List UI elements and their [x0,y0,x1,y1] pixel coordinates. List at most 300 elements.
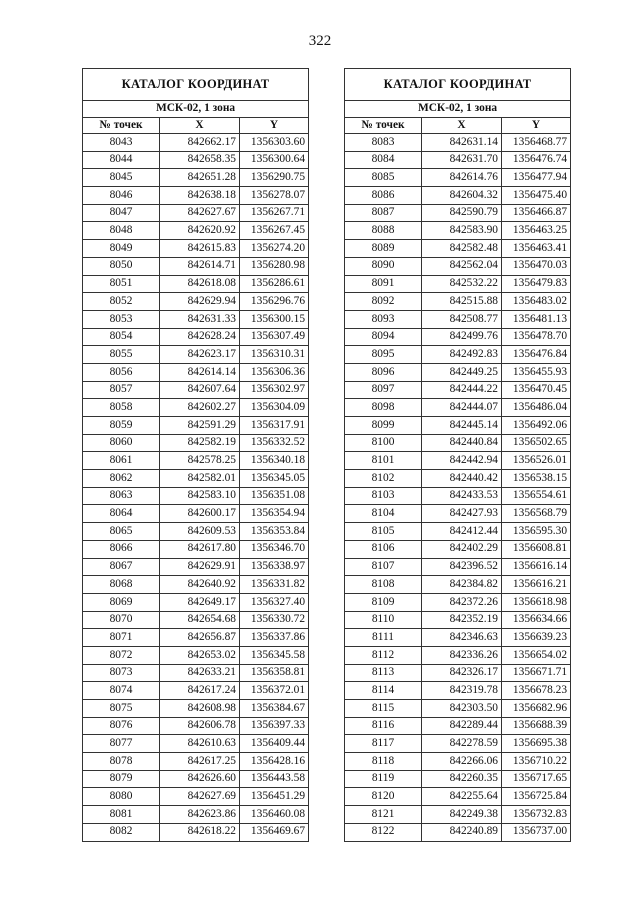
point-number-cell: 8043 [83,134,160,152]
point-number-cell: 8120 [345,788,422,806]
point-number-cell: 8116 [345,717,422,735]
x-coordinate-cell: 842620.92 [160,222,240,240]
x-coordinate-cell: 842278.59 [422,735,502,753]
y-coordinate-cell: 1356492.06 [502,417,571,435]
table-row [345,505,571,523]
point-number-cell: 8051 [83,275,160,293]
y-coordinate-cell: 1356695.38 [502,735,571,753]
point-number-cell: 8092 [345,293,422,311]
x-coordinate-cell: 842623.86 [160,806,240,824]
y-coordinate-cell: 1356286.61 [240,275,309,293]
table-row [83,611,309,629]
y-coordinate-cell: 1356479.83 [502,275,571,293]
table-row [345,328,571,346]
table-row [83,328,309,346]
table-row [345,134,571,152]
x-coordinate-cell: 842319.78 [422,682,502,700]
y-coordinate-cell: 1356354.94 [240,505,309,523]
table-row [83,823,309,841]
y-coordinate-cell: 1356481.13 [502,310,571,328]
table-row [83,717,309,735]
table-row [83,169,309,187]
x-coordinate-cell: 842444.22 [422,381,502,399]
y-coordinate-cell: 1356654.02 [502,646,571,664]
point-number-cell: 8080 [83,788,160,806]
x-coordinate-cell: 842255.64 [422,788,502,806]
y-coordinate-cell: 1356460.08 [240,806,309,824]
x-coordinate-cell: 842582.01 [160,470,240,488]
table-row [345,363,571,381]
y-coordinate-cell: 1356477.94 [502,169,571,187]
x-coordinate-cell: 842499.76 [422,328,502,346]
y-coordinate-cell: 1356595.30 [502,523,571,541]
table-row [345,717,571,735]
point-number-cell: 8055 [83,346,160,364]
y-coordinate-cell: 1356502.65 [502,434,571,452]
table-row [345,629,571,647]
point-number-cell: 8097 [345,381,422,399]
y-coordinate-cell: 1356470.03 [502,257,571,275]
y-coordinate-cell: 1356616.14 [502,558,571,576]
y-coordinate-cell: 1356455.93 [502,363,571,381]
point-number-cell: 8064 [83,505,160,523]
table-row [83,682,309,700]
y-coordinate-cell: 1356306.36 [240,363,309,381]
x-coordinate-cell: 842266.06 [422,753,502,771]
table-row [83,487,309,505]
table-row [345,187,571,205]
point-number-cell: 8069 [83,593,160,611]
y-coordinate-cell: 1356732.83 [502,806,571,824]
y-coordinate-cell: 1356725.84 [502,788,571,806]
x-coordinate-cell: 842508.77 [422,310,502,328]
x-coordinate-cell: 842583.90 [422,222,502,240]
x-coordinate-cell: 842240.89 [422,823,502,841]
x-coordinate-cell: 842617.24 [160,682,240,700]
table-row [345,381,571,399]
page-number: 322 [308,33,332,49]
table-row [83,417,309,435]
x-coordinate-cell: 842582.19 [160,434,240,452]
y-coordinate-cell: 1356300.64 [240,151,309,169]
x-coordinate-cell: 842651.28 [160,169,240,187]
x-coordinate-cell: 842492.83 [422,346,502,364]
y-coordinate-cell: 1356466.87 [502,204,571,222]
table-row [83,540,309,558]
point-number-cell: 8111 [345,629,422,647]
x-coordinate-cell: 842600.17 [160,505,240,523]
table-row [83,346,309,364]
point-number-cell: 8056 [83,363,160,381]
table-row [83,275,309,293]
y-coordinate-cell: 1356678.23 [502,682,571,700]
y-coordinate-cell: 1356608.81 [502,540,571,558]
x-coordinate-cell: 842656.87 [160,629,240,647]
point-number-cell: 8063 [83,487,160,505]
table-row [345,682,571,700]
x-coordinate-cell: 842615.83 [160,240,240,258]
y-coordinate-cell: 1356616.21 [502,576,571,594]
x-coordinate-cell: 842629.94 [160,293,240,311]
table-row [83,505,309,523]
table-row [83,399,309,417]
x-coordinate-cell: 842289.44 [422,717,502,735]
table-row [83,753,309,771]
table-row [83,257,309,275]
y-coordinate-cell: 1356338.97 [240,558,309,576]
table-row [83,204,309,222]
point-number-cell: 8086 [345,187,422,205]
x-coordinate-cell: 842607.64 [160,381,240,399]
x-coordinate-cell: 842653.02 [160,646,240,664]
point-number-cell: 8059 [83,417,160,435]
x-coordinate-cell: 842583.10 [160,487,240,505]
coordinate-system-zone: МСК-02, 1 зона [345,101,571,118]
y-coordinate-cell: 1356486.04 [502,399,571,417]
y-coordinate-cell: 1356475.40 [502,187,571,205]
x-coordinate-cell: 842654.68 [160,611,240,629]
y-coordinate-cell: 1356300.15 [240,310,309,328]
table-row [83,293,309,311]
table-row [345,487,571,505]
catalog-title: КАТАЛОГ КООРДИНАТ [345,69,571,101]
table-row [83,187,309,205]
column-header-y: Y [502,118,571,134]
x-coordinate-cell: 842649.17 [160,593,240,611]
y-coordinate-cell: 1356568.79 [502,505,571,523]
x-coordinate-cell: 842614.71 [160,257,240,275]
x-coordinate-cell: 842562.04 [422,257,502,275]
point-number-cell: 8112 [345,646,422,664]
x-coordinate-cell: 842591.29 [160,417,240,435]
point-number-cell: 8067 [83,558,160,576]
y-coordinate-cell: 1356469.67 [240,823,309,841]
y-coordinate-cell: 1356476.84 [502,346,571,364]
table-row [345,523,571,541]
point-number-cell: 8083 [345,134,422,152]
y-coordinate-cell: 1356688.39 [502,717,571,735]
y-coordinate-cell: 1356353.84 [240,523,309,541]
point-number-cell: 8074 [83,682,160,700]
table-row [345,399,571,417]
point-number-cell: 8088 [345,222,422,240]
y-coordinate-cell: 1356634.66 [502,611,571,629]
point-number-cell: 8096 [345,363,422,381]
table-row [83,381,309,399]
point-number-cell: 8118 [345,753,422,771]
y-coordinate-cell: 1356340.18 [240,452,309,470]
x-coordinate-cell: 842638.18 [160,187,240,205]
point-number-cell: 8089 [345,240,422,258]
point-number-cell: 8105 [345,523,422,541]
column-header-x: X [422,118,502,134]
x-coordinate-cell: 842629.91 [160,558,240,576]
table-row [345,204,571,222]
table-row [345,646,571,664]
point-number-cell: 8093 [345,310,422,328]
table-row [83,452,309,470]
point-number-cell: 8106 [345,540,422,558]
point-number-cell: 8082 [83,823,160,841]
table-row [345,593,571,611]
y-coordinate-cell: 1356303.60 [240,134,309,152]
point-number-cell: 8117 [345,735,422,753]
table-row [83,470,309,488]
y-coordinate-cell: 1356346.70 [240,540,309,558]
x-coordinate-cell: 842578.25 [160,452,240,470]
point-number-cell: 8091 [345,275,422,293]
point-number-cell: 8061 [83,452,160,470]
x-coordinate-cell: 842396.52 [422,558,502,576]
point-number-cell: 8077 [83,735,160,753]
point-number-cell: 8110 [345,611,422,629]
point-number-cell: 8078 [83,753,160,771]
point-number-cell: 8101 [345,452,422,470]
point-number-cell: 8099 [345,417,422,435]
table-row [345,417,571,435]
coordinate-catalog-right [344,68,571,842]
y-coordinate-cell: 1356345.58 [240,646,309,664]
y-coordinate-cell: 1356290.75 [240,169,309,187]
point-number-cell: 8122 [345,823,422,841]
x-coordinate-cell: 842626.60 [160,770,240,788]
point-number-cell: 8098 [345,399,422,417]
y-coordinate-cell: 1356310.31 [240,346,309,364]
y-coordinate-cell: 1356737.00 [502,823,571,841]
table-row [83,664,309,682]
y-coordinate-cell: 1356639.23 [502,629,571,647]
point-number-cell: 8090 [345,257,422,275]
x-coordinate-cell: 842618.08 [160,275,240,293]
table-row [345,434,571,452]
table-row [83,646,309,664]
table-row [345,735,571,753]
point-number-cell: 8079 [83,770,160,788]
point-number-cell: 8044 [83,151,160,169]
point-number-cell: 8046 [83,187,160,205]
column-header-y: Y [240,118,309,134]
point-number-cell: 8066 [83,540,160,558]
x-coordinate-cell: 842662.17 [160,134,240,152]
y-coordinate-cell: 1356710.22 [502,753,571,771]
x-coordinate-cell: 842427.93 [422,505,502,523]
x-coordinate-cell: 842582.48 [422,240,502,258]
x-coordinate-cell: 842618.22 [160,823,240,841]
x-coordinate-cell: 842623.17 [160,346,240,364]
y-coordinate-cell: 1356372.01 [240,682,309,700]
table-row [83,134,309,152]
point-number-cell: 8107 [345,558,422,576]
point-number-cell: 8114 [345,682,422,700]
x-coordinate-cell: 842442.94 [422,452,502,470]
y-coordinate-cell: 1356409.44 [240,735,309,753]
point-number-cell: 8045 [83,169,160,187]
y-coordinate-cell: 1356327.40 [240,593,309,611]
catalog-title: КАТАЛОГ КООРДИНАТ [83,69,309,101]
x-coordinate-cell: 842433.53 [422,487,502,505]
y-coordinate-cell: 1356267.45 [240,222,309,240]
x-coordinate-cell: 842384.82 [422,576,502,594]
x-coordinate-cell: 842614.14 [160,363,240,381]
table-row [83,735,309,753]
point-number-cell: 8076 [83,717,160,735]
table-row [345,222,571,240]
x-coordinate-cell: 842608.98 [160,700,240,718]
table-row [345,664,571,682]
table-row [83,770,309,788]
coordinate-catalog-left [82,68,309,842]
y-coordinate-cell: 1356304.09 [240,399,309,417]
x-coordinate-cell: 842610.63 [160,735,240,753]
table-row [345,452,571,470]
x-coordinate-cell: 842402.29 [422,540,502,558]
y-coordinate-cell: 1356307.49 [240,328,309,346]
x-coordinate-cell: 842352.19 [422,611,502,629]
table-row [83,629,309,647]
point-number-cell: 8068 [83,576,160,594]
point-number-cell: 8070 [83,611,160,629]
point-number-cell: 8108 [345,576,422,594]
table-row [345,700,571,718]
table-row [345,310,571,328]
y-coordinate-cell: 1356330.72 [240,611,309,629]
point-number-cell: 8103 [345,487,422,505]
y-coordinate-cell: 1356468.77 [502,134,571,152]
y-coordinate-cell: 1356351.08 [240,487,309,505]
x-coordinate-cell: 842303.50 [422,700,502,718]
x-coordinate-cell: 842602.27 [160,399,240,417]
table-row [83,806,309,824]
table-row [345,823,571,841]
table-row [83,788,309,806]
y-coordinate-cell: 1356538.15 [502,470,571,488]
point-number-cell: 8094 [345,328,422,346]
x-coordinate-cell: 842532.22 [422,275,502,293]
point-number-cell: 8052 [83,293,160,311]
point-number-cell: 8087 [345,204,422,222]
column-header-point-number: № точек [83,118,160,134]
point-number-cell: 8047 [83,204,160,222]
table-row [83,593,309,611]
y-coordinate-cell: 1356476.74 [502,151,571,169]
x-coordinate-cell: 842631.70 [422,151,502,169]
table-row [83,363,309,381]
table-row [83,576,309,594]
table-row [83,700,309,718]
column-header-x: X [160,118,240,134]
x-coordinate-cell: 842440.84 [422,434,502,452]
y-coordinate-cell: 1356267.71 [240,204,309,222]
point-number-cell: 8050 [83,257,160,275]
table-row [83,240,309,258]
y-coordinate-cell: 1356384.67 [240,700,309,718]
table-body [345,134,571,842]
column-header-point-number: № точек [345,118,422,134]
table-row [83,222,309,240]
point-number-cell: 8121 [345,806,422,824]
y-coordinate-cell: 1356337.86 [240,629,309,647]
point-number-cell: 8081 [83,806,160,824]
y-coordinate-cell: 1356554.61 [502,487,571,505]
x-coordinate-cell: 842631.33 [160,310,240,328]
x-coordinate-cell: 842658.35 [160,151,240,169]
table-row [83,151,309,169]
table-row [83,523,309,541]
y-coordinate-cell: 1356302.97 [240,381,309,399]
x-coordinate-cell: 842640.92 [160,576,240,594]
table-row [345,257,571,275]
x-coordinate-cell: 842445.14 [422,417,502,435]
table-row [345,753,571,771]
x-coordinate-cell: 842444.07 [422,399,502,417]
y-coordinate-cell: 1356443.58 [240,770,309,788]
x-coordinate-cell: 842326.17 [422,664,502,682]
y-coordinate-cell: 1356470.45 [502,381,571,399]
table-row [83,558,309,576]
point-number-cell: 8119 [345,770,422,788]
table-row [83,310,309,328]
table-row [345,576,571,594]
x-coordinate-cell: 842628.24 [160,328,240,346]
x-coordinate-cell: 842590.79 [422,204,502,222]
point-number-cell: 8113 [345,664,422,682]
table-row [345,611,571,629]
point-number-cell: 8073 [83,664,160,682]
x-coordinate-cell: 842609.53 [160,523,240,541]
table-row [345,806,571,824]
y-coordinate-cell: 1356463.25 [502,222,571,240]
y-coordinate-cell: 1356358.81 [240,664,309,682]
point-number-cell: 8060 [83,434,160,452]
table-row [83,434,309,452]
x-coordinate-cell: 842412.44 [422,523,502,541]
point-number-cell: 8100 [345,434,422,452]
point-number-cell: 8075 [83,700,160,718]
table-row [345,275,571,293]
table-row [345,346,571,364]
y-coordinate-cell: 1356296.76 [240,293,309,311]
y-coordinate-cell: 1356671.71 [502,664,571,682]
y-coordinate-cell: 1356526.01 [502,452,571,470]
y-coordinate-cell: 1356428.16 [240,753,309,771]
y-coordinate-cell: 1356332.52 [240,434,309,452]
y-coordinate-cell: 1356682.96 [502,700,571,718]
x-coordinate-cell: 842260.35 [422,770,502,788]
point-number-cell: 8095 [345,346,422,364]
y-coordinate-cell: 1356278.07 [240,187,309,205]
point-number-cell: 8104 [345,505,422,523]
point-number-cell: 8071 [83,629,160,647]
table-row [345,240,571,258]
point-number-cell: 8065 [83,523,160,541]
x-coordinate-cell: 842346.63 [422,629,502,647]
point-number-cell: 8085 [345,169,422,187]
y-coordinate-cell: 1356717.65 [502,770,571,788]
y-coordinate-cell: 1356618.98 [502,593,571,611]
x-coordinate-cell: 842372.26 [422,593,502,611]
point-number-cell: 8048 [83,222,160,240]
y-coordinate-cell: 1356345.05 [240,470,309,488]
table-row [345,151,571,169]
point-number-cell: 8054 [83,328,160,346]
table-row [345,770,571,788]
x-coordinate-cell: 842604.32 [422,187,502,205]
table-body [83,134,309,842]
x-coordinate-cell: 842515.88 [422,293,502,311]
point-number-cell: 8072 [83,646,160,664]
x-coordinate-cell: 842631.14 [422,134,502,152]
y-coordinate-cell: 1356483.02 [502,293,571,311]
